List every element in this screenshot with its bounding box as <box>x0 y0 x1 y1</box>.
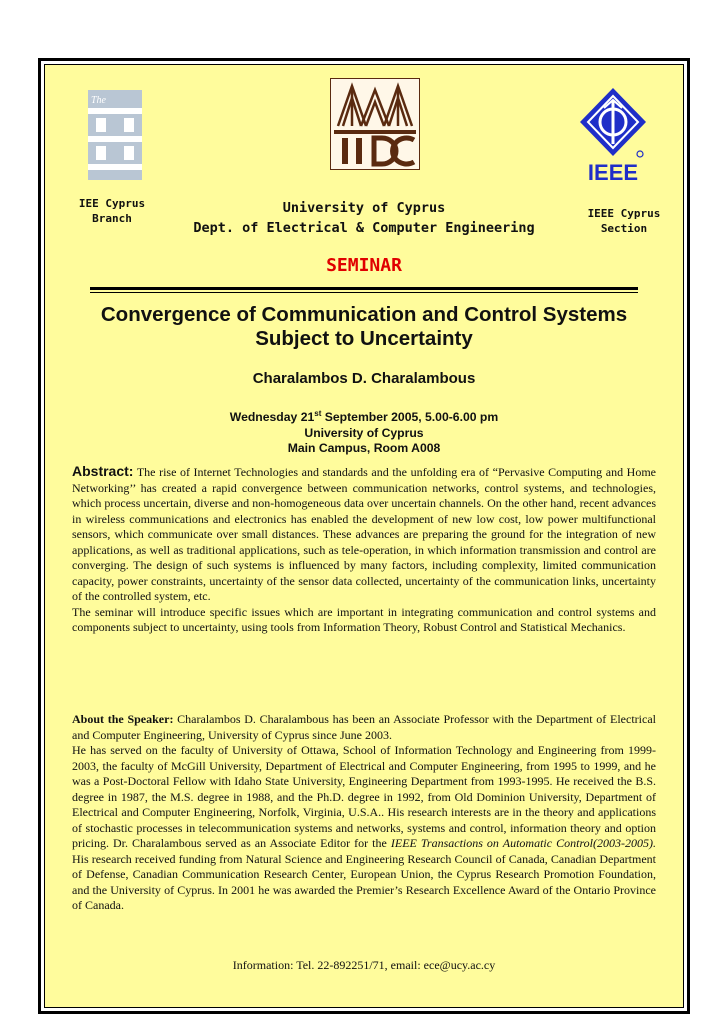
section-line-2: Section <box>600 222 648 235</box>
about-label: About the Speaker: <box>72 712 174 726</box>
logo-the-text: The <box>91 95 106 106</box>
title-line-1: Convergence of Communication and Control Systems <box>100 303 628 326</box>
seminar-label: SEMINAR <box>326 255 402 276</box>
iee-cyprus-branch <box>60 196 164 226</box>
abstract-paragraph-1: The rise of Internet Technologies and standards and the unfolding era of “Pervasive Computing and Home Networking’’ has created a rapid convergence between communication networks, control systems, and technologies, which process uncertain, diverse and non-homogeneous data over uncertain channels. On the other hand, recent advances in wireless communications and electronics has enabled the development of new low cost, low power multifunctional sensors, which communicate over small distances. These advances are preparing the ground for the integration of new applications, as well as traditional applications, such as tele-operation, in which information transmission and control are converging. The design of such systems is influenced by many factors, including complexity, limited communication capacity, power constraints, uncertainty of the sensor data collected, uncertainty of the communication links, uncertainty of the controlled system, etc. <box>72 465 656 603</box>
about-paragraph-2: He has served on the faculty of University of Ottawa, School of Information Technology and Engineering from 1999-2003, the faculty of McGill University, Department of Electrical and Computer Engineering, from 1995 to 1999, and he was a Post-Doctoral Fellow with Idaho State University, Engineering Department from 1993-1995. He received the B.S. degree in 1987, the M.S. degree in 1988, and the Ph.D. degree in 1992, from Old Dominion University, Department of Electrical and Computer Engineering, Norfolk, Virginia, U.S.A.. His research interests are in the theory and applications of stochastic processes in telecommunication systems and networks, systems and control, information theory and option pricing. Dr. Charalambous served as an Associate Editor for the <box>72 743 656 850</box>
branch-line-2: Branch <box>92 212 132 225</box>
about-paragraph-3: His research received funding from Natural Science and Engineering Research Council of Canada, Canadian Department of Defense, Canadian Communication Research Center, European Union, the Cyprus Research Promotion Foundation, and the University of Cyprus. In 2001 he was awarded the Premier’s Research Excellence Award of the Ontario Province of Canada. <box>72 851 656 912</box>
university-name: University of Cyprus <box>282 200 446 216</box>
branch-line-1: IEE Cyprus <box>78 197 146 210</box>
ieee-wordmark: IEEE <box>587 160 639 184</box>
iee-logo <box>88 90 142 180</box>
abstract-label: Abstract: <box>72 463 134 479</box>
divider-thick <box>90 287 638 290</box>
abstract-section <box>72 464 656 636</box>
date-ordinal: st <box>314 408 322 418</box>
ieee-cyprus-section <box>574 206 674 236</box>
journal-title: IEEE Transactions on Automatic Control(2003-2005). <box>390 836 656 850</box>
contact-info: Information: Tel. 22-892251/71, email: ece@ucy.ac.cy <box>232 958 496 972</box>
date-suffix: September 2005, 5.00-6.00 pm <box>321 410 499 424</box>
event-room: Main Campus, Room A008 <box>287 441 441 455</box>
date-prefix: Wednesday 21 <box>229 410 315 424</box>
abstract-paragraph-2: The seminar will introduce specific issues which are important in integrating communication and control systems and components subject to uncertainty, using tools from Information Theory, Robust Control and Statistical Mechanics. <box>72 604 656 634</box>
section-line-1: IEEE Cyprus <box>587 207 661 220</box>
seminar-title <box>60 303 668 351</box>
about-paragraph-1: Charalambos D. Charalambous has been an Associate Professor with the Department of Electrical and Computer Engineering, University of Cyprus since June 2003. <box>72 712 656 742</box>
header-institution <box>160 198 568 238</box>
university-logo <box>330 78 420 170</box>
about-speaker-section <box>72 712 656 914</box>
speaker-name: Charalambos D. Charalambous <box>252 370 476 387</box>
event-venue: University of Cyprus <box>304 425 424 440</box>
event-details <box>44 410 684 457</box>
ieee-logo <box>578 86 648 184</box>
divider-thin <box>90 292 638 293</box>
title-line-2: Subject to Uncertainty <box>255 327 473 350</box>
department-name: Dept. of Electrical & Computer Engineering <box>193 220 535 236</box>
event-date <box>44 410 684 426</box>
